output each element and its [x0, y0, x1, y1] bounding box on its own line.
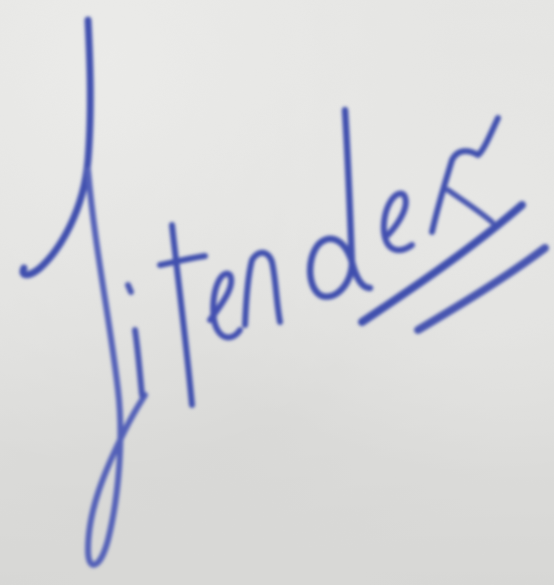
- signature-stroke-n: [245, 253, 280, 325]
- signature-stroke-i-dot: [128, 285, 131, 292]
- signature-stroke-e2: [384, 194, 412, 250]
- signature-underline-2: [418, 248, 545, 330]
- signature-stroke-d: [310, 110, 370, 297]
- signature-stroke-j: [23, 20, 90, 275]
- signature-stroke-e: [210, 274, 240, 338]
- signature-stroke-t: [172, 225, 192, 405]
- signature-stroke-r: [432, 118, 498, 232]
- signature-stroke-t-cross: [160, 256, 205, 265]
- signature-stroke-r-tail: [448, 190, 492, 222]
- signature-stroke-i: [135, 330, 142, 395]
